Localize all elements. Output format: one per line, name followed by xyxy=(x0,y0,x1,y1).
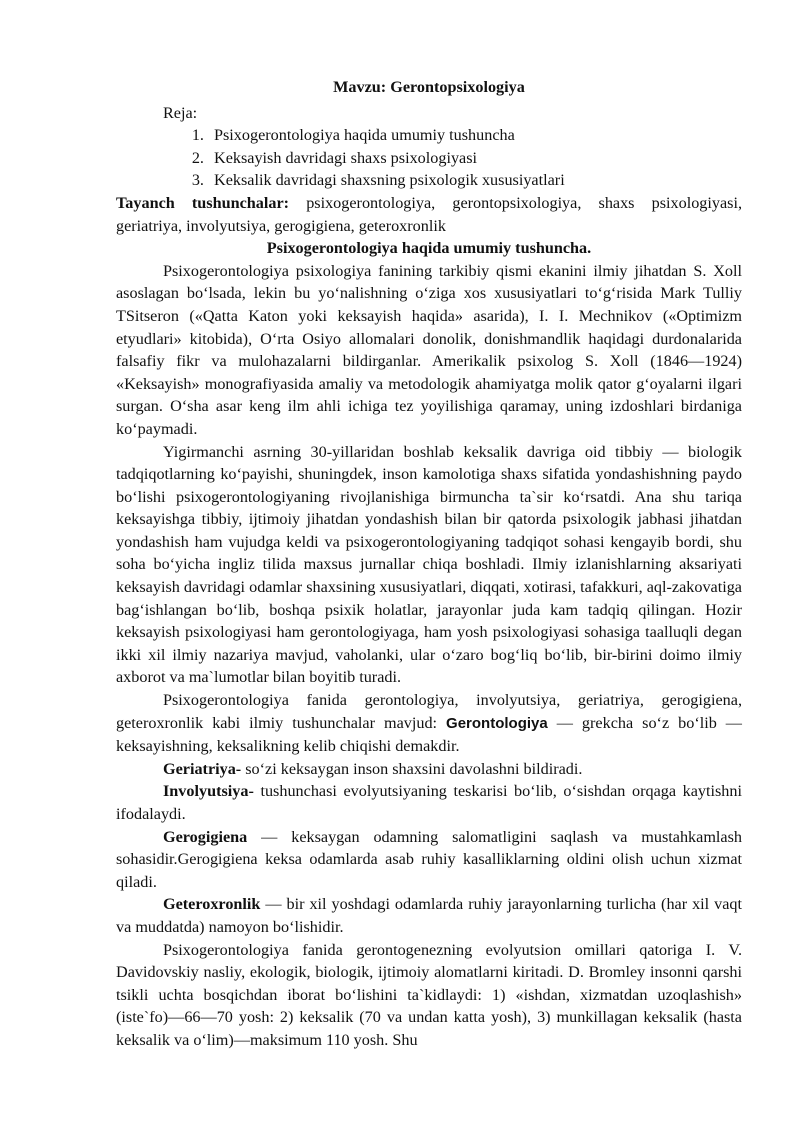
term-gerogigiena: Gerogigiena xyxy=(163,827,248,846)
paragraph-geriatriya xyxy=(116,758,742,781)
term-geteroxronlik: Geteroxronlik xyxy=(163,895,261,914)
document-title: Mavzu: Gerontopsixologiya xyxy=(333,78,525,96)
section-heading: Psixogerontologiya haqida umumiy tushuncha. xyxy=(266,239,592,258)
geriatriya-text: so‘zi keksaygan inson shaxsini davolashni bildiradi. xyxy=(241,759,583,778)
paragraph-evolution: Psixogerontologiya fanida gerontogenezning evolyutsion omillari qatoriga I. V. Davidovskiy nasliy, ekologik, biologik, ijtimoiy alomatlarni kiritadi. D. Bromley insonni qarshi tsikli uchta bosqichdan iborat bo‘lishini ta`kidlaydi: 1) «ishdan, xizmatdan uzoqlashish» (iste`fo)—66—70 yosh: 2) keksalik (70 va undan katta yosh), 3) munkillagan keksalik (hasta keksalik va o‘lim)—maksimum 110 yosh. Shu xyxy=(116,940,742,1049)
paragraph-involyutsiya xyxy=(116,780,742,825)
concepts-text: Psixogerontologiya fanida gerontologiya, involyutsiya, geriatriya, gerogigiena, geteroxronlik kabi ilmiy tushunchalar mavjud: xyxy=(116,691,742,732)
plan-label: Reja: xyxy=(163,103,198,122)
paragraph-history: Yigirmanchi asrning 30-yillaridan boshlab keksalik davriga oid tibbiy — biologik tadqiqotlarning ko‘payishi, shuningdek, inson kamolotiga shaxs sifatida yondashishning paydo bo‘lishi psixogerontologiyaning rivojlanishiga birmuncha ta`sir ko‘rsatdi. Ana shu tariqa keksayishga tibbiy, ijtimoiy jihatdan yondashish bilan bir qatorda psixologik jabhasi jihatdan yondashish ham vujudga keldi va psixogerontologiyaning tadqiqot sohasi kengayib bordi, shu soha bo‘yicha ingliz tilida maxsus jurnallar chiqa boshladi. Ilmiy izlanishlarning aksariyati keksayish davridagi odamlar shaxsining xususiyatlari, diqqati, xotirasi, tafakkuri, aql-zakovatiga bag‘ishlangan bo‘lib, boshqa psixik holatlar, jarayonlar juda kam tadqiq qilingan. Hozir keksayish psixologiyasi ham gerontologiyaga, ham yosh psixologiyasi sohasiga taalluqli degan ikki xil ilmiy nazariya mavjud, vaholanki, ular o‘zaro bog‘liq bo‘lib, bir-birini doimo ilmiy axborot va ma`lumotlar bilan boyitib turadi. xyxy=(116,442,742,687)
gerogigiena-text: — keksaygan odamning salomatligini saqlash va mustahkamlash sohasidir.Gerogigiena keksa odamlarda asab ruhiy kasalliklarning oldini olish uchun xizmat qiladi. xyxy=(116,827,742,891)
concepts-rest: — grekcha so‘z bo‘lib — keksayishning, keksalikning kelib chiqishi demakdir. xyxy=(116,713,742,756)
keywords-label: Tayanch tushunchalar: xyxy=(116,193,290,212)
paragraph-concepts xyxy=(116,689,742,758)
involyutsiya-text: tushunchasi evolyutsiyaning teskarisi bo‘lib, o‘sishdan orqaga kaytishni ifodalaydi. xyxy=(116,782,742,823)
plan-item: 3. Keksalik davridagi shaxsning psixologik xususiyatlari xyxy=(208,169,742,192)
paragraph-geteroxronlik xyxy=(116,893,742,938)
plan-list xyxy=(116,124,742,192)
paragraph-gerogigiena xyxy=(116,826,742,894)
plan-item: 1. Psixogerontologiya haqida umumiy tushuncha xyxy=(208,124,742,147)
keywords-paragraph xyxy=(116,192,742,237)
term-involyutsiya: Involyutsiya- xyxy=(163,782,254,801)
term-geriatriya: Geriatriya- xyxy=(163,759,242,778)
plan-item: 2. Keksayish davridagi shaxs psixologiyasi xyxy=(208,147,742,170)
keywords-text: psixogerontologiya, gerontopsixologiya, shaxs psixologiyasi, geriatriya, involyutsiya, gerogigiena, geteroxronlik xyxy=(116,193,742,235)
term-gerontologiya: Gerontologiya xyxy=(446,714,548,732)
paragraph-intro: Psixogerontologiya psixologiya fanining tarkibiy qismi ekanini ilmiy jihatdan S. Xoll asoslagan bo‘lsada, lekin bu yo‘nalishning o‘ziga xos xususiyatlari to‘g‘risida Mark Tulliy TSitseron («Qatta Katon yoki keksayish haqida» asarida), I. I. Mechnikov («Optimizm etyudlari» kitobida), O‘rta Osiyo allomalari donolik, donishmandlik haqidagi durdonalarida falsafiy fikr va mulohazalarni bildirganlar. Amerikalik psixolog S. Xoll (1846—1924) «Keksayish» monografiyasida amaliy va metodologik ahamiyatga molik qator g‘oyalarni ilgari surgan. O‘sha asar keng ilm ahli ichiga tez yoyilishiga qaramay, uning izdoshlari birdaniga ko‘paymadi. xyxy=(116,261,742,438)
document-page xyxy=(116,76,742,1052)
geteroxronlik-text: — bir xil yoshdagi odamlarda ruhiy jarayonlarning turlicha (har xil vaqt va muddatda) namoyon bo‘lishidir. xyxy=(116,895,742,936)
